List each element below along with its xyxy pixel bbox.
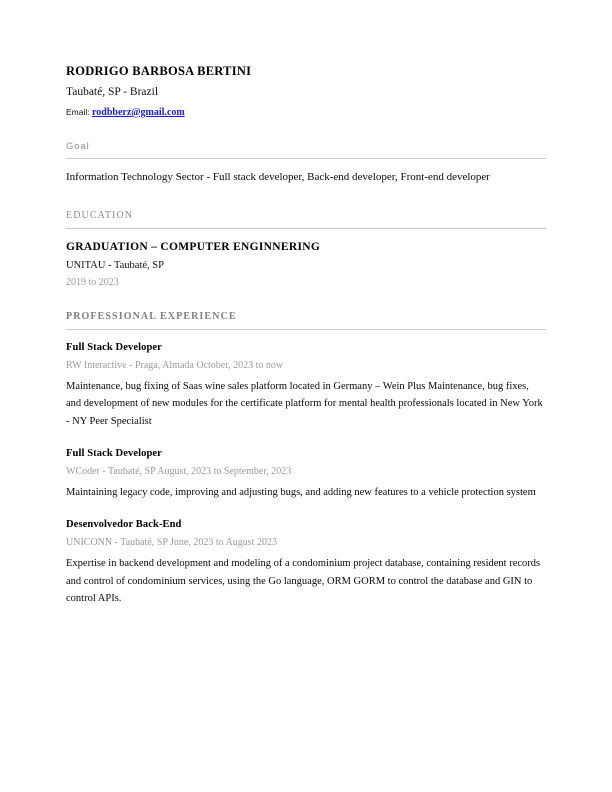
- spacer-after-goal: [66, 187, 546, 209]
- experience-meta: WCoder - Taubaté, SP August, 2023 to September, 2023: [66, 465, 292, 477]
- resume-header: [66, 62, 546, 120]
- section-divider-experience: [66, 329, 546, 330]
- experience-description: Expertise in backend development and modeling of a condominium project database, containing resident records and control of condominium services, using the Go language, ORM GORM to control the database and GIN to control APIs.: [66, 558, 541, 604]
- experience-meta: RW Interactive - Praga, Almada October, 2023 to now: [66, 359, 284, 371]
- experience-entry: [66, 517, 546, 607]
- experience-role: Full Stack Developer: [66, 342, 162, 354]
- section-title-goal: Goal: [66, 141, 90, 153]
- experience-role: Desenvolvedor Back-End: [66, 519, 182, 531]
- education-degree: GRADUATION – COMPUTER ENGINNERING: [66, 241, 321, 254]
- section-goal: [66, 140, 546, 187]
- candidate-location: Taubaté, SP - Brazil: [66, 86, 159, 99]
- experience-list: [66, 340, 546, 607]
- section-divider-goal: [66, 158, 546, 159]
- experience-meta: UNICONN - Taubaté, SP June, 2023 to August 2023: [66, 537, 277, 549]
- email-label: Email:: [66, 106, 90, 117]
- experience-role: Full Stack Developer: [66, 448, 162, 460]
- education-institution: UNITAU - Taubaté, SP: [66, 260, 164, 272]
- email-link[interactable]: rodbberz@gmail.com: [92, 106, 185, 118]
- section-divider-education: [66, 228, 546, 229]
- spacer-after-header: [66, 120, 546, 140]
- experience-description: Maintaining legacy code, improving and adjusting bugs, and adding new features to a vehicle protection system: [66, 486, 536, 498]
- section-experience: [66, 310, 546, 607]
- candidate-name: RODRIGO BARBOSA BERTINI: [66, 64, 252, 78]
- email-row: [66, 106, 546, 120]
- section-education: [66, 209, 546, 290]
- experience-description: Maintenance, bug fixing of Saas wine sales platform located in Germany – Wein Plus Maintenance, bug fixes, and development of new modules for the certificate platform for mental health professionals located in New York - NY Peer Specialist: [66, 380, 543, 427]
- spacer-after-education: [66, 290, 546, 310]
- education-dates: 2019 to 2023: [66, 277, 119, 289]
- goal-text: Information Technology Sector - Full stack developer, Back-end developer, Front-end developer: [66, 171, 490, 184]
- section-title-education: EDUCATION: [66, 210, 134, 222]
- experience-entry: [66, 446, 546, 501]
- education-entry: [66, 239, 546, 290]
- section-title-experience: PROFESSIONAL EXPERIENCE: [66, 311, 237, 323]
- experience-entry: [66, 340, 546, 430]
